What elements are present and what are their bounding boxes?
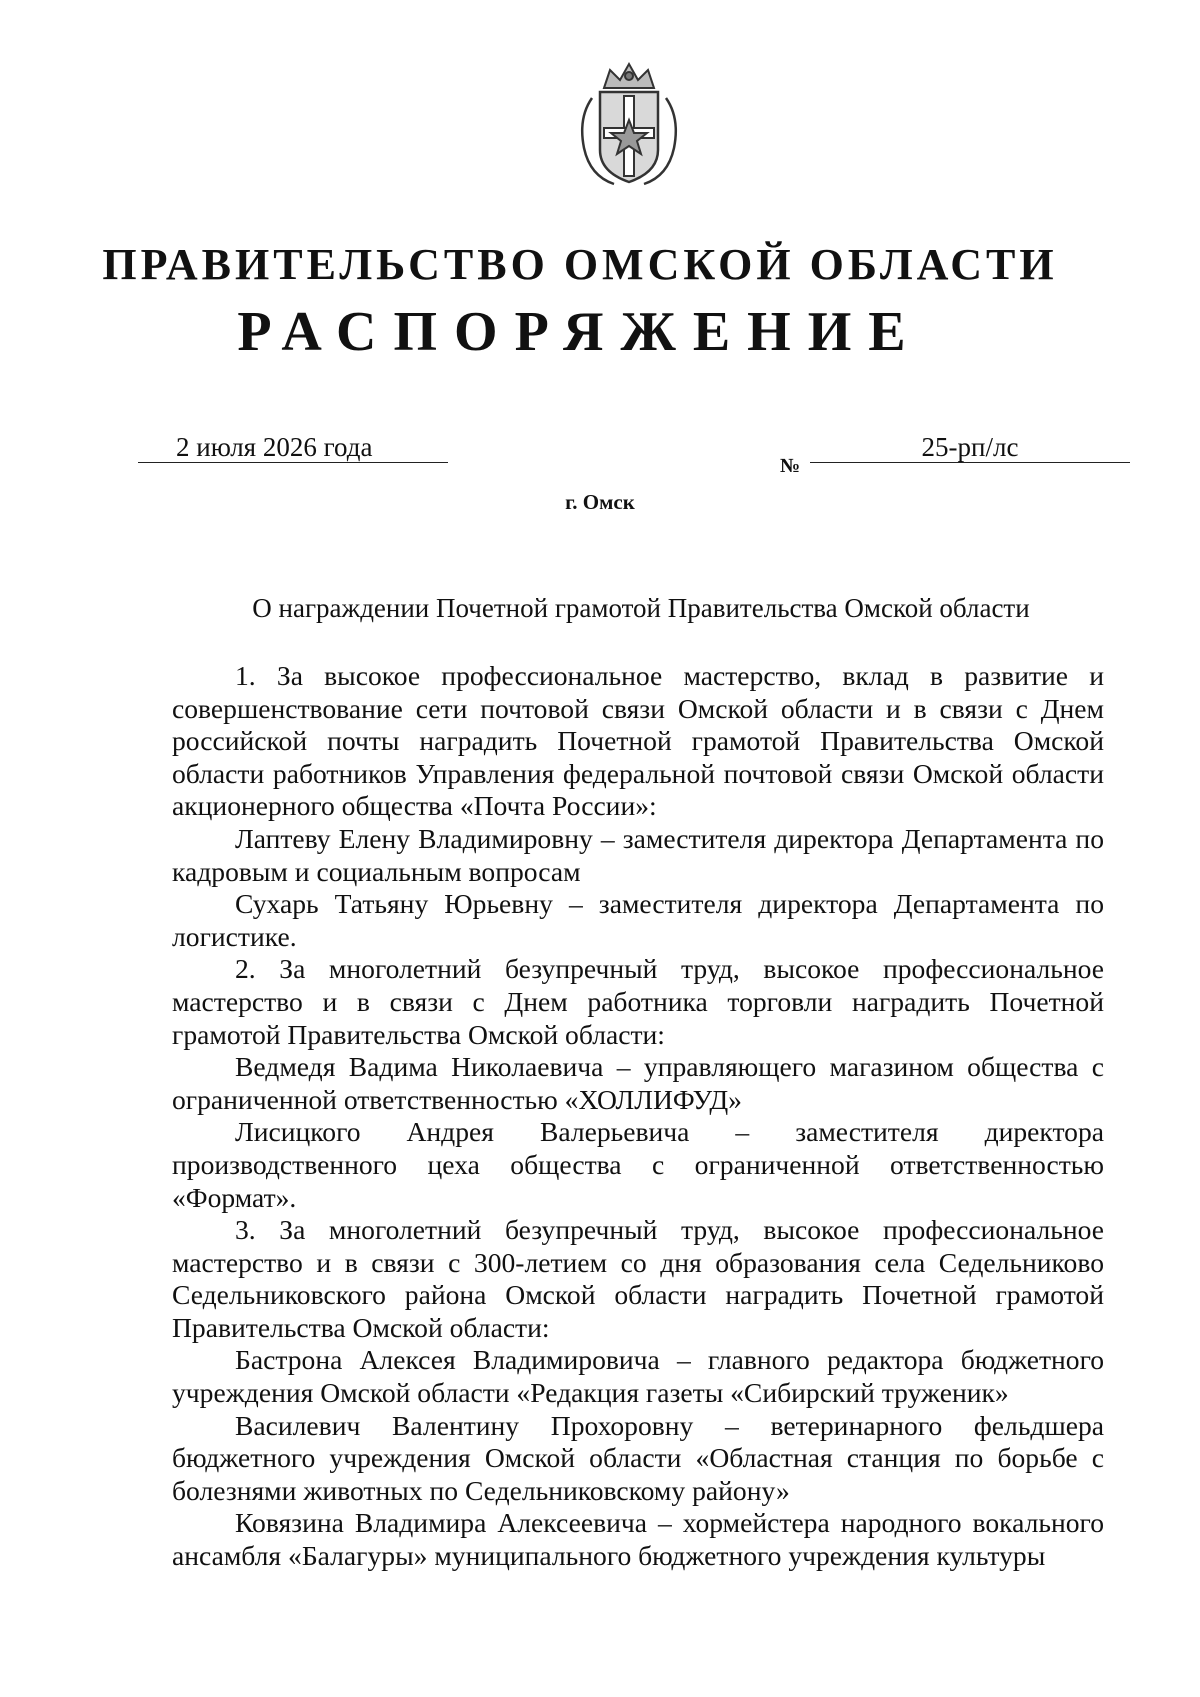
paragraph: Василевич Валентину Прохоровну – ветеринарного фельдшера бюджетного учреждения Омской области «Областная станция по борьбе с болезнями животных по Седельниковскому району» <box>172 1409 1104 1506</box>
paragraph: Ковязина Владимира Алексеевича – хормейстера народного вокального ансамбля «Балагуры» муниципального бюджетного учреждения культуры <box>172 1507 1104 1572</box>
document-subject: О награждении Почетной грамотой Правительства Омской области <box>252 593 1030 623</box>
paragraph: Лаптеву Елену Владимировну – заместителя директора Департамента по кадровым и социальным вопросам <box>172 822 1104 887</box>
organization-name: ПРАВИТЕЛЬСТВО ОМСКОЙ ОБЛАСТИ <box>102 240 1058 289</box>
paragraph: Лисицкого Андрея Валерьевича – заместителя директора производственного цеха общества с ограниченной ответственностью «Формат». <box>172 1116 1104 1213</box>
document-city: г. Омск <box>565 490 635 514</box>
paragraph: Сухарь Татьяну Юрьевну – заместителя директора Департамента по логистике. <box>172 888 1104 952</box>
paragraph: Бастрона Алексея Владимировича – главного редактора бюджетного учреждения Омской области «Редакция газеты «Сибирский труженик» <box>172 1344 1104 1409</box>
document-number: 25-рп/лс <box>810 432 1130 463</box>
paragraph: 1. За высокое профессиональное мастерство, вклад в развитие и совершенствование сети почтовой связи Омской области и в связи с Днем российской почты наградить Почетной грамотой Правительства Омской области работников Управления федеральной почтовой связи Омской области акционерного общества «Почта России»: <box>172 660 1104 822</box>
document-date: 2 июля 2026 года <box>138 432 448 463</box>
paragraph: 2. За многолетний безупречный труд, высокое профессиональное мастерство и в связи с Днем работника торговли наградить Почетной грамотой Правительства Омской области: <box>172 953 1104 1050</box>
number-label: № <box>780 455 801 477</box>
document-body <box>172 660 1104 1573</box>
paragraph: 3. За многолетний безупречный труд, высокое профессиональное мастерство и в связи с 300-летием со дня образования села Седельниково Седельниковского района Омской области наградить Почетной грамотой Правительства Омской области: <box>172 1214 1104 1343</box>
document-type: РАСПОРЯЖЕНИЕ <box>237 301 923 363</box>
coat-of-arms-icon <box>574 58 684 190</box>
paragraph: Ведмедя Вадима Николаевича – управляющего магазином общества с ограниченной ответственностью «ХОЛЛИФУД» <box>172 1051 1104 1115</box>
